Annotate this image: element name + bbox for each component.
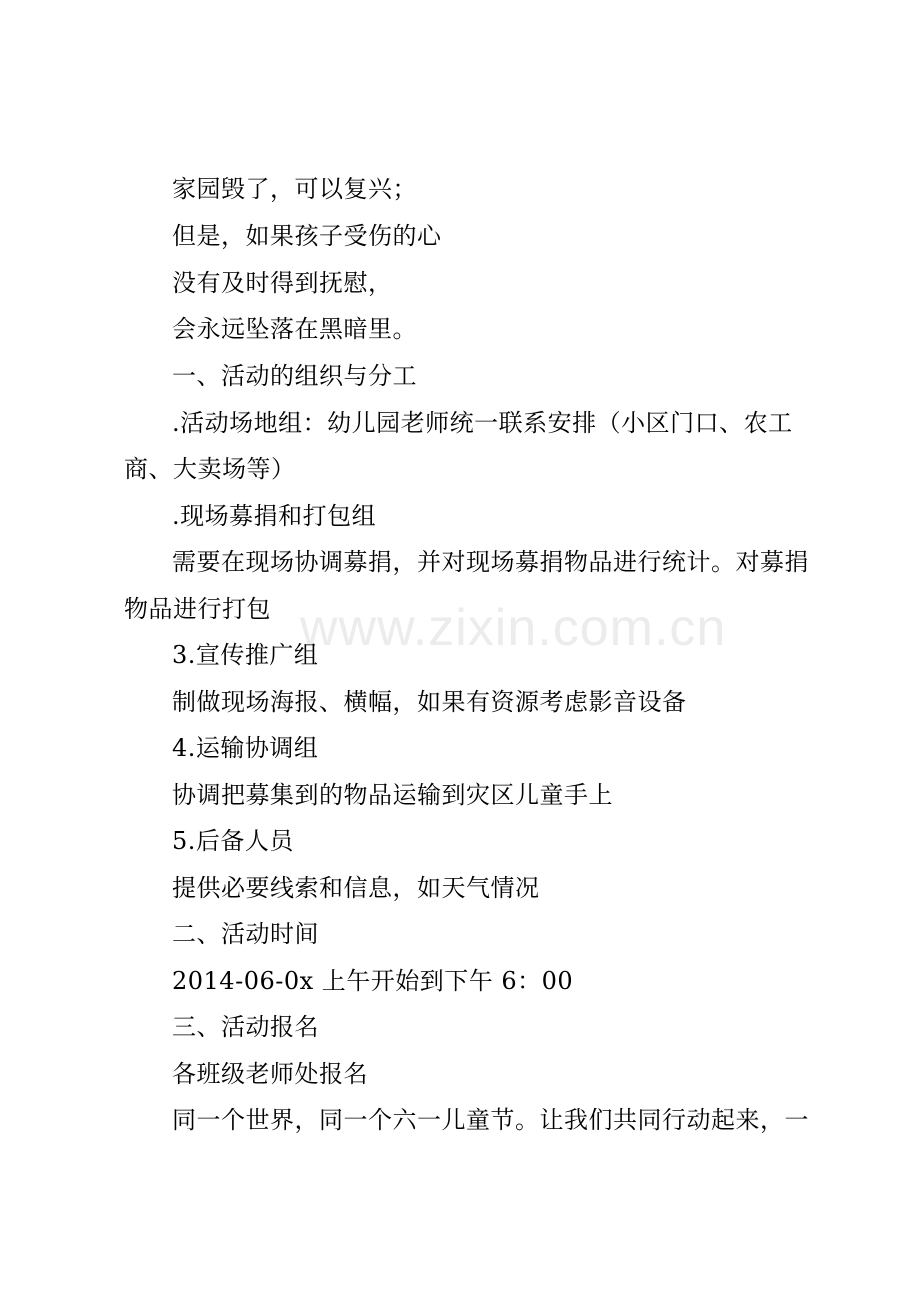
text-line-2: 但是，如果孩子受伤的心 [172, 222, 442, 250]
section-heading-1: 一、活动的组织与分工 [172, 362, 417, 390]
watermark-text: www.zixin.com.cn [300, 599, 727, 657]
text-line-12: 制做现场海报、横幅，如果有资源考虑影音设备 [172, 688, 687, 716]
text-line-13: 4.运输协调组 [172, 734, 319, 762]
section-heading-2: 二、活动时间 [172, 920, 319, 948]
text-line-1: 家园毁了，可以复兴； [172, 175, 417, 203]
text-line-21: 同一个世界，同一个六一儿童节。让我们共同行动起来，一 [172, 1106, 809, 1134]
text-line-10: 物品进行打包 [124, 595, 271, 623]
text-line-3: 没有及时得到抚慰， [172, 269, 393, 297]
text-line-15: 5.后备人员 [172, 827, 294, 855]
text-line-7: 商、大卖场等） [124, 455, 296, 483]
text-line-9: 需要在现场协调募捐，并对现场募捐物品进行统计。对募捐 [172, 548, 809, 576]
text-line-18: 2014-06-0x 上午开始到下午 6：00 [172, 967, 574, 995]
text-line-11: 3.宣传推广组 [172, 641, 319, 669]
section-heading-3: 三、活动报名 [172, 1013, 319, 1041]
text-line-6: .活动场地组：幼儿园老师统一联系安排（小区门口、农工 [172, 409, 793, 437]
text-line-16: 提供必要线索和信息，如天气情况 [172, 874, 540, 902]
text-line-14: 协调把募集到的物品运输到灾区儿童手上 [172, 781, 613, 809]
text-line-8: .现场募捐和打包组 [172, 502, 377, 530]
text-line-20: 各班级老师处报名 [172, 1060, 368, 1088]
text-line-4: 会永远坠落在黑暗里。 [172, 315, 417, 343]
